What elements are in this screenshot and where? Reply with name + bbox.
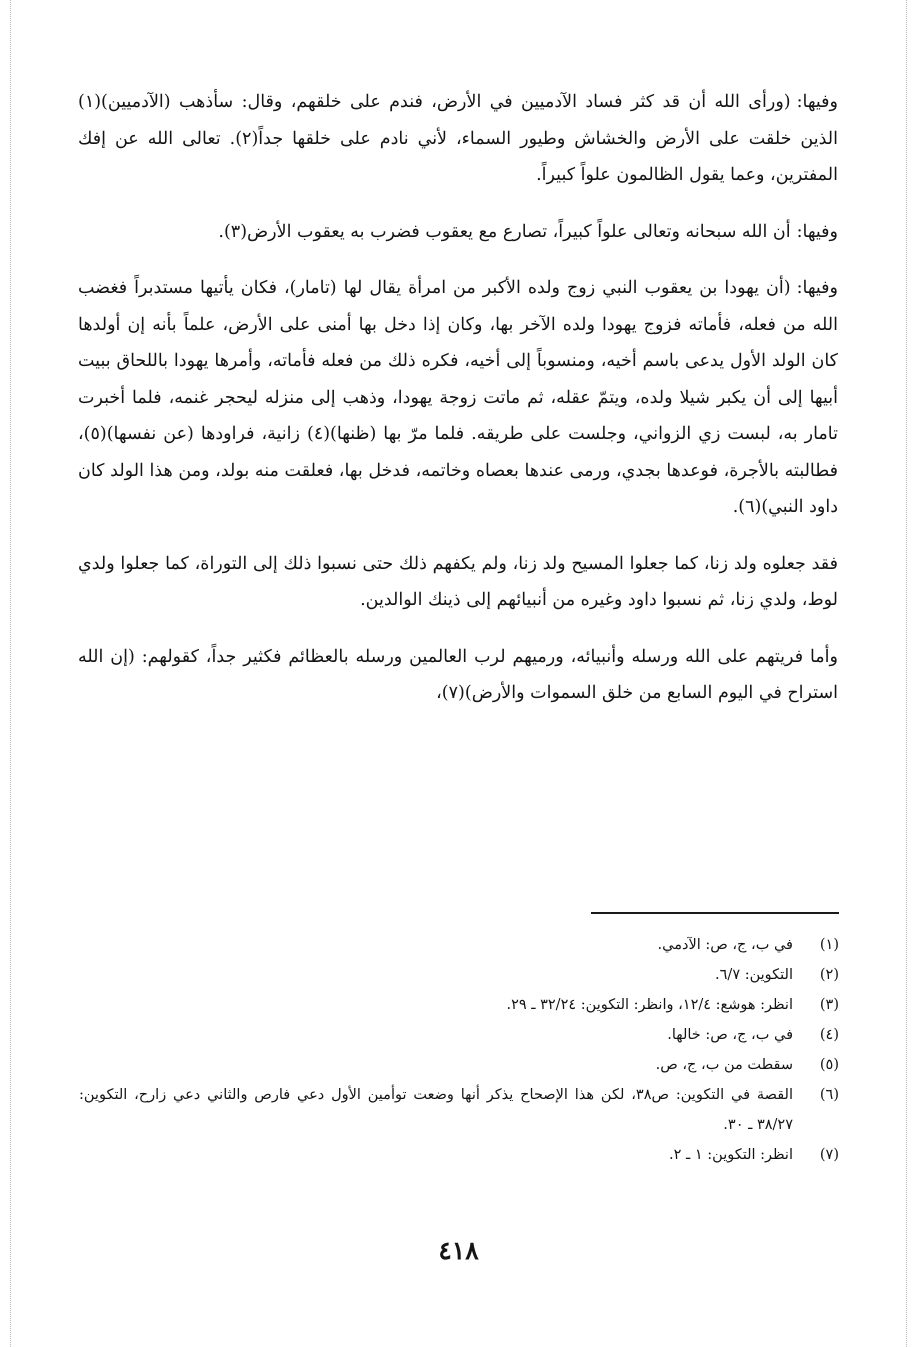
paragraph-text: وأما فريتهم على الله ورسله وأنبيائه، ورميهم لرب العالمين ورسله بالعظائم فكثير جداً، كقولهم: (إن الله استراح في اليوم السابع من خلق السموات والأرض)(٧)،	[78, 646, 838, 703]
footnote-text: القصة في التكوين: ص٣٨، لكن هذا الإصحاح يذكر أنها وضعت توأمين الأول دعي فارص والثاني دعي زارح، التكوين: ٣٨/٢٧ ـ ٣٠.	[79, 1087, 793, 1133]
footnote-number: (٧)	[819, 1147, 839, 1163]
footnote-4	[79, 1020, 839, 1050]
body-paragraph-5	[78, 639, 838, 712]
paragraph-lead: وفيها:	[796, 92, 838, 112]
footnote-text: انظر: التكوين: ١ ـ ٢.	[668, 1147, 793, 1163]
footnote-5	[79, 1050, 839, 1080]
footnote-number: (٦)	[819, 1087, 839, 1103]
footnote-7	[79, 1140, 839, 1170]
footnote-number: (٥)	[819, 1057, 839, 1073]
scan-left-edge	[10, 0, 11, 1347]
footnotes-list	[79, 930, 839, 1170]
page-number: ٤١٨	[438, 1236, 479, 1265]
body-paragraph-2	[78, 214, 838, 251]
page-body	[78, 84, 838, 732]
scan-right-edge	[906, 0, 907, 1347]
footnote-text: التكوين: ٦/٧.	[715, 967, 793, 983]
footnote-separator	[591, 912, 839, 914]
body-paragraph-1	[78, 84, 838, 194]
body-paragraph-3	[78, 270, 838, 526]
paragraph-text: فقد جعلوه ولد زنا، كما جعلوا المسيح ولد زنا، ولم يكفهم ذلك حتى نسبوا ذلك إلى التوراة، كما جعلوا ولدي لوط، ولدي زنا، ثم نسبوا داود وغيره من أنبيائهم إلى ذينك الوالدين.	[78, 553, 838, 610]
footnote-2	[79, 960, 839, 990]
footnote-number: (٣)	[819, 997, 839, 1013]
footnote-number: (٤)	[819, 1027, 839, 1043]
footnote-number: (٢)	[819, 967, 839, 983]
footnote-3	[79, 990, 839, 1020]
footnote-number: (١)	[819, 937, 839, 953]
footnote-text: انظر: هوشع: ١٢/٤، وانظر: التكوين: ٣٢/٢٤ ـ ٢٩.	[506, 997, 793, 1013]
footnote-6	[79, 1080, 839, 1140]
footnote-text: في ب، ج، ص: الآدمي.	[657, 937, 793, 953]
footnote-1	[79, 930, 839, 960]
paragraph-lead: وفيها:	[796, 221, 838, 242]
paragraph-lead: وفيها:	[796, 278, 838, 298]
footnote-text: في ب، ج، ص: خالها.	[667, 1027, 793, 1043]
footnote-text: سقطت من ب، ج، ص.	[655, 1057, 793, 1073]
paragraph-text: (ورأى الله أن قد كثر فساد الآدميين في الأرض، فندم على خلقهم، وقال: سأذهب (الآدميين)(١) الذين خلقت على الأرض والخشاش وطيور السماء، لأني نادم على خلقها جداً(٢). تعالى الله عن إفك المفترين، وعما يقول الظالمون علواً كبيراً.	[78, 92, 838, 185]
paragraph-text: أن الله سبحانه وتعالى علواً كبيراً، تصارع مع يعقوب فضرب به يعقوب الأرض(٣).	[218, 221, 791, 242]
paragraph-text: (أن يهودا بن يعقوب النبي زوج ولده الأكبر من امرأة يقال لها (تامار)، فكان يأتيها مستدبراً فغضب الله من فعله، فأماته فزوج يهودا ولده الآخر بها، وكان إذا دخل بها أمنى على الأرض، علماً بأنه إن أولدها كان الولد الأول يدعى باسم أخيه، ومنسوباً إلى أخيه، فكره ذلك من فعله فأماته، وأمرها يهودا باللحاق ببيت أبيها إلى أن يكبر شيلا ولده، ويتمّ عقله، ثم ماتت زوجة يهودا، وذهب إلى منزله ليحجر غنمه، فلما أخبرت تامار به، لبست زي الزواني، وجلست على طريقه. فلما مرّ بها (ظنها)(٤) زانية، فراودها (عن نفسها)(٥)، فطالبته بالأجرة، فوعدها بجدي، ورمى عندها بعصاه وخاتمه، فدخل بها، فعلقت منه بولد، ومن هذا الولد كان داود النبي)(٦).	[78, 278, 839, 517]
body-paragraph-4	[78, 546, 838, 619]
